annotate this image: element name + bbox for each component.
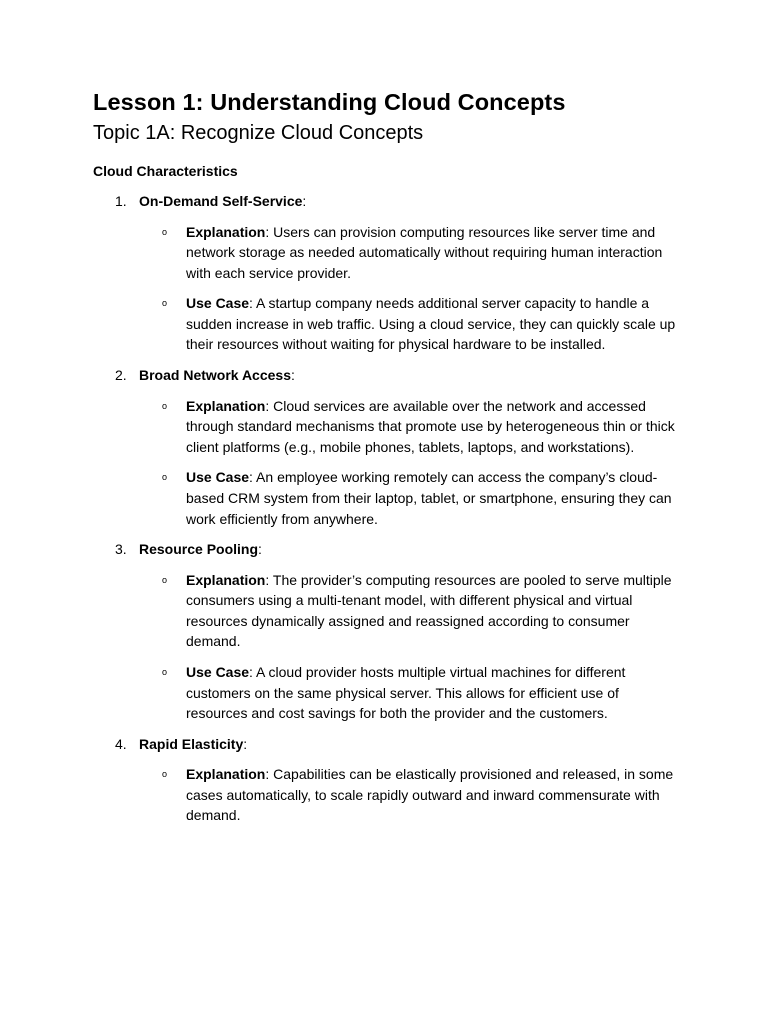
characteristic-details xyxy=(93,396,683,530)
explanation-text: : The provider’s computing resources are pooled to serve multiple consumers using a multi-tenant model, with different physical and virtual resources dynamically assigned and reassigned according to consumer demand. xyxy=(186,571,672,650)
usecase-item xyxy=(93,467,683,529)
explanation-term: Explanation xyxy=(186,766,266,783)
characteristic-item xyxy=(93,191,683,355)
explanation-item xyxy=(93,396,683,458)
characteristic-item xyxy=(93,365,683,529)
characteristic-item xyxy=(93,734,683,826)
characteristic-label: Rapid Elasticity xyxy=(139,735,244,752)
characteristic-heading xyxy=(93,365,683,386)
usecase-term: Use Case xyxy=(186,295,250,312)
topic-title: Topic 1A: Recognize Cloud Concepts xyxy=(93,122,424,144)
label-suffix: : xyxy=(290,367,295,384)
usecase-item xyxy=(93,293,683,355)
explanation-text: : Cloud services are available over the network and accessed through standard mechanisms that promote use by heterogeneous thin or thick client platforms (e.g., mobile phones, tablets, laptops, and workstations). xyxy=(186,397,675,455)
usecase-term: Use Case xyxy=(186,469,250,486)
circle-bullet-icon: o xyxy=(162,298,168,309)
characteristic-label: Resource Pooling xyxy=(139,541,259,558)
usecase-text: : A cloud provider hosts multiple virtual machines for different customers on the same physical server. This allows for efficient use of resources and cost savings for both the provider and the customers. xyxy=(186,664,626,722)
characteristic-label: Broad Network Access xyxy=(139,367,291,384)
circle-bullet-icon: o xyxy=(162,574,168,585)
circle-bullet-icon: o xyxy=(162,400,168,411)
characteristic-item xyxy=(93,539,683,724)
characteristic-heading xyxy=(93,539,683,560)
list-number: 2. xyxy=(115,367,127,384)
circle-bullet-icon: o xyxy=(162,472,168,483)
circle-bullet-icon: o xyxy=(162,226,168,237)
explanation-term: Explanation xyxy=(186,571,266,588)
usecase-text: : An employee working remotely can access the company’s cloud-based CRM system from their laptop, tablet, or smartphone, ensuring they can work efficiently from anywhere. xyxy=(186,469,672,527)
explanation-item xyxy=(93,222,683,284)
circle-bullet-icon: o xyxy=(162,667,168,677)
lesson-title: Lesson 1: Understanding Cloud Concepts xyxy=(93,89,566,115)
document-page xyxy=(93,86,683,826)
label-suffix: : xyxy=(258,541,262,558)
section-heading: Cloud Characteristics xyxy=(93,163,238,179)
characteristic-heading xyxy=(93,191,683,212)
characteristic-details xyxy=(93,222,683,356)
list-number: 4. xyxy=(115,735,127,752)
explanation-item xyxy=(93,570,683,652)
usecase-item xyxy=(93,662,683,724)
list-number: 1. xyxy=(115,193,127,209)
usecase-term: Use Case xyxy=(186,664,250,680)
explanation-item xyxy=(93,764,683,826)
characteristics-list xyxy=(93,191,683,826)
list-number: 3. xyxy=(115,541,127,558)
explanation-term: Explanation xyxy=(186,223,266,240)
explanation-text: : Capabilities can be elastically provisioned and released, in some cases automatically, to scale rapidly outward and inward commensurate with demand. xyxy=(186,766,674,824)
explanation-text: : Users can provision computing resources like server time and network storage as needed automatically without requiring human interaction with each service provider. xyxy=(186,223,663,281)
characteristic-details xyxy=(93,764,683,826)
label-suffix: : xyxy=(302,193,307,209)
characteristic-heading xyxy=(93,734,683,755)
explanation-term: Explanation xyxy=(186,397,266,414)
characteristic-label: On-Demand Self-Service xyxy=(139,193,303,209)
usecase-text: : A startup company needs additional server capacity to handle a sudden increase in web traffic. Using a cloud service, they can quickly scale up their resources without waiting for physical hardware to be installed. xyxy=(186,295,676,353)
circle-bullet-icon: o xyxy=(162,769,168,780)
label-suffix: : xyxy=(243,735,248,752)
characteristic-details xyxy=(93,570,683,724)
